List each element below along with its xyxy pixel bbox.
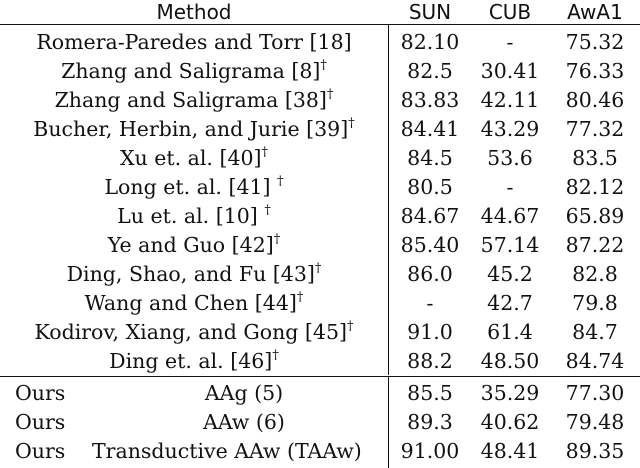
cub-cell: 35.29	[480, 381, 540, 405]
awa1-cell: 82.12	[565, 175, 625, 199]
cub-cell: 48.41	[480, 439, 540, 463]
awa1-cell: 79.8	[572, 291, 618, 315]
ours-label: Ours	[15, 410, 66, 434]
column-divider-top	[388, 24, 389, 375]
awa1-cell: 79.48	[565, 410, 625, 434]
sun-cell: 82.5	[407, 59, 453, 83]
ours-rule	[0, 376, 640, 377]
method-cell: Romera-Paredes and Torr [18]	[36, 30, 352, 54]
cub-cell: 57.14	[480, 233, 540, 257]
cub-cell: 42.11	[480, 88, 540, 112]
method-cell: Ding, Shao, and Fu [43]†	[66, 261, 322, 286]
awa1-cell: 65.89	[565, 204, 625, 228]
method-cell: Wang and Chen [44]†	[84, 290, 304, 315]
method-cell: AAg (5)	[204, 381, 284, 405]
method-cell: Ye and Guo [42]†	[107, 232, 281, 257]
header-sun: SUN	[408, 0, 452, 24]
cub-cell: 61.4	[487, 320, 533, 344]
method-cell: Long et. al. [41] †	[104, 174, 284, 199]
ours-label: Ours	[15, 381, 66, 405]
method-cell: AAw (6)	[203, 410, 285, 434]
cub-cell: -	[506, 175, 514, 199]
cub-cell: 53.6	[487, 146, 533, 170]
awa1-cell: 89.35	[565, 439, 625, 463]
column-divider-bottom	[388, 377, 389, 468]
awa1-cell: 82.8	[572, 262, 618, 286]
sun-cell: 83.83	[400, 88, 460, 112]
cub-cell: 45.2	[487, 262, 533, 286]
awa1-cell: 83.5	[572, 146, 618, 170]
sun-cell: 85.40	[400, 233, 460, 257]
cub-cell: 42.7	[487, 291, 533, 315]
sun-cell: 91.00	[400, 439, 460, 463]
awa1-cell: 77.32	[565, 117, 625, 141]
ours-label: Ours	[15, 439, 66, 463]
awa1-cell: 84.7	[572, 320, 618, 344]
sun-cell: 89.3	[407, 410, 453, 434]
sun-cell: 88.2	[407, 349, 453, 373]
sun-cell: 82.10	[400, 30, 460, 54]
sun-cell: 84.41	[400, 117, 460, 141]
sun-cell: 84.5	[407, 146, 453, 170]
awa1-cell: 87.22	[565, 233, 625, 257]
sun-cell: 84.67	[400, 204, 460, 228]
awa1-cell: 75.32	[565, 30, 625, 54]
awa1-cell: 76.33	[565, 59, 625, 83]
method-cell: Bucher, Herbin, and Jurie [39]†	[33, 116, 355, 141]
method-cell: Zhang and Saligrama [38]†	[54, 87, 334, 112]
awa1-cell: 77.30	[565, 381, 625, 405]
method-cell: Ding et. al. [46]†	[109, 348, 279, 373]
awa1-cell: 80.46	[565, 88, 625, 112]
sun-cell: 91.0	[407, 320, 453, 344]
header-method: Method	[156, 0, 232, 24]
cub-cell: 43.29	[480, 117, 540, 141]
method-cell: Lu et. al. [10] †	[117, 203, 271, 228]
method-cell: Zhang and Saligrama [8]†	[61, 58, 327, 83]
header-rule	[0, 24, 640, 25]
sun-cell: 80.5	[407, 175, 453, 199]
method-cell: Kodirov, Xiang, and Gong [45]†	[34, 319, 354, 344]
cub-cell: -	[506, 30, 514, 54]
awa1-cell: 84.74	[565, 349, 625, 373]
cub-cell: 44.67	[480, 204, 540, 228]
cub-cell: 30.41	[480, 59, 540, 83]
cub-cell: 40.62	[480, 410, 540, 434]
method-cell: Xu et. al. [40]†	[119, 145, 269, 170]
header-cub: CUB	[488, 0, 532, 24]
header-awa1: AwA1	[567, 0, 623, 24]
sun-cell: 86.0	[407, 262, 453, 286]
method-cell: Transductive AAw (TAAw)	[92, 439, 362, 463]
sun-cell: -	[426, 291, 434, 315]
cub-cell: 48.50	[480, 349, 540, 373]
sun-cell: 85.5	[407, 381, 453, 405]
